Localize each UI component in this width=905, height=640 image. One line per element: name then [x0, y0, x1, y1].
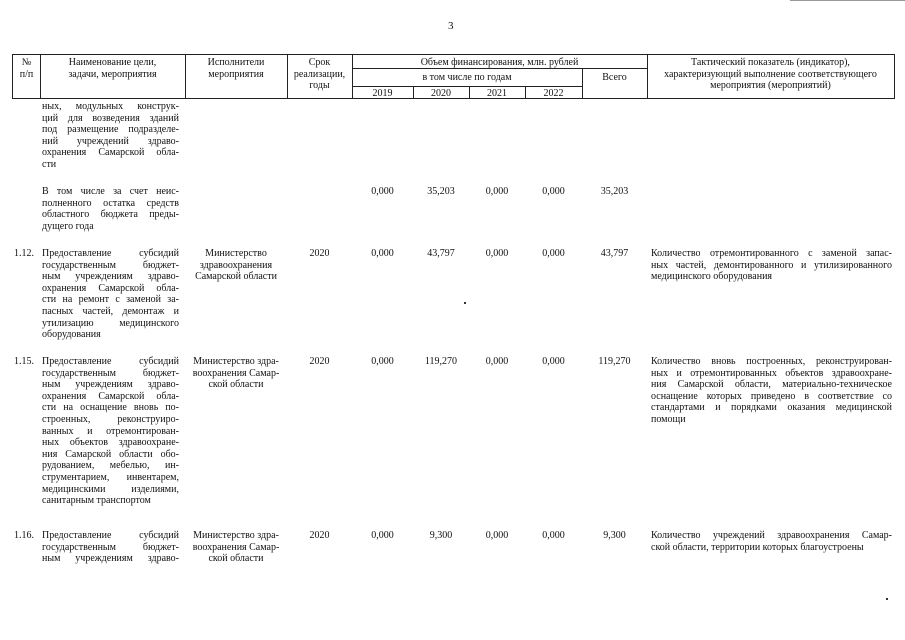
indicator-line: помощи	[651, 413, 686, 425]
row-executor	[187, 530, 285, 565]
exec-line: ской области	[208, 553, 264, 564]
name-line: Предоставление субсидий	[42, 356, 179, 367]
value-2020: 9,300	[429, 530, 453, 541]
row-indicator	[651, 356, 892, 426]
row-term: 2020	[309, 248, 330, 259]
exec-line: Министерство	[205, 248, 267, 259]
name-line: ванных и отремонтирован-	[42, 425, 179, 437]
header-indicator-line: характеризующий выполнение соответствующего	[664, 68, 877, 80]
indicator-line: Количество отремонтированного с заменой запас-	[651, 248, 892, 259]
name-line: утилизацию медицинского	[42, 317, 179, 329]
header-term-line: реализации,	[293, 68, 346, 80]
exec-line: здравоохранения	[199, 259, 273, 271]
header-divider	[894, 54, 895, 99]
value-2021: 0,000	[485, 186, 509, 197]
value-2021: 0,000	[485, 248, 509, 259]
name-line: струментарием, инвентарем,	[42, 471, 179, 483]
header-year-2019: 2019	[372, 88, 393, 99]
exec-line: воохранения Самар-	[192, 367, 280, 379]
header-num	[12, 57, 41, 80]
value-2020: 35,203	[427, 186, 455, 197]
name-line: охранения Самарской обла-	[42, 282, 179, 294]
name-line: государственным бюджет-	[42, 541, 179, 553]
name-line: государственным бюджет-	[42, 367, 179, 379]
name-line: В том числе за счет неис-	[42, 186, 179, 197]
value-2019: 0,000	[371, 248, 394, 259]
name-line: Предоставление субсидий	[42, 530, 179, 541]
name-line: ния Самарской области обо-	[42, 448, 179, 460]
header-name	[40, 57, 185, 80]
name-line: ным учреждениям здраво-	[42, 271, 179, 283]
header-top-border	[12, 54, 894, 55]
name-line: пасных частей, демонтаж и	[42, 305, 179, 317]
value-2022: 0,000	[542, 530, 565, 541]
header-name-line: Наименование цели,	[68, 57, 157, 68]
indicator-line: Количество учреждений здравоохранения Самар-	[651, 530, 892, 541]
row-executor	[187, 248, 285, 283]
row-term: 2020	[309, 356, 330, 367]
value-2020: 119,270	[424, 356, 458, 367]
name-line: ным учреждениям здраво-	[42, 553, 179, 565]
row-name	[42, 356, 179, 507]
name-line: охранения Самарской обла-	[42, 390, 179, 402]
value-2022: 0,000	[542, 248, 565, 259]
name-line: рудованием, мебелью, ин-	[42, 460, 179, 472]
header-year-2021: 2021	[487, 88, 507, 99]
name-line: строенных, реконструиро-	[42, 413, 179, 425]
header-indicator-line: Тактический показатель (индикатор),	[691, 57, 850, 68]
scan-speck	[464, 302, 466, 304]
value-2021: 0,000	[485, 530, 509, 541]
name-line: под размещение подразделе-	[42, 124, 179, 136]
header-funding: Объем финансирования, млн. рублей	[420, 57, 579, 68]
name-line: оборудования	[42, 329, 101, 341]
exec-line: ской области	[208, 379, 264, 390]
row-number: 1.16.	[14, 530, 34, 541]
page-number: 3	[448, 20, 454, 32]
indicator-line: медицинского оборудования	[651, 271, 773, 283]
subtotal-name	[42, 186, 179, 232]
header-year-2020: 2020	[431, 88, 451, 99]
value-2020: 43,797	[427, 248, 455, 259]
value-total: 35,203	[600, 186, 629, 197]
name-line: медицинскими изделиями,	[42, 483, 179, 495]
name-line: охранения Самарской обла-	[42, 147, 179, 159]
name-line: государственным бюджет-	[42, 259, 179, 271]
value-total: 119,270	[598, 356, 631, 367]
value-2022: 0,000	[542, 186, 565, 197]
row-term: 2020	[309, 530, 330, 541]
header-num-line: п/п	[19, 68, 34, 80]
exec-line: Министерство здра-	[193, 356, 279, 367]
row-indicator	[651, 248, 892, 283]
value-2019: 0,000	[371, 186, 394, 197]
header-year-2022: 2022	[543, 88, 564, 99]
value-2019: 0,000	[371, 356, 394, 367]
name-line: областного бюджета преды-	[42, 209, 179, 221]
value-2022: 0,000	[542, 356, 565, 367]
header-indicator-line: мероприятия (мероприятий)	[710, 80, 831, 91]
name-line: полненного остатка средств	[42, 197, 179, 209]
value-2019: 0,000	[371, 530, 394, 541]
exec-line: воохранения Самар-	[192, 541, 280, 553]
row-indicator	[651, 530, 892, 553]
years-subheader-line	[352, 86, 582, 87]
header-executors	[185, 57, 287, 80]
header-by-year: в том числе по годам	[422, 72, 512, 83]
header-num-line: №	[21, 57, 32, 68]
row-number: 1.12.	[14, 248, 34, 259]
header-exec-line: мероприятия	[208, 68, 264, 80]
value-total: 43,797	[600, 248, 629, 259]
value-2021: 0,000	[485, 356, 509, 367]
header-total: Всего	[602, 72, 627, 83]
continuation-name	[42, 101, 179, 171]
name-line: Предоставление субсидий	[42, 248, 179, 259]
exec-line: Самарской области	[195, 271, 277, 282]
indicator-line: стандартами и порядками оказания медицинской	[651, 402, 892, 414]
indicator-line: оснащение которых приведено в соответствие со	[651, 390, 892, 402]
indicator-line: ных и отремонтированных объектов здравоохране-	[651, 367, 892, 379]
name-line: сти на ремонт с заменой за-	[42, 294, 179, 306]
top-edge-line	[790, 0, 905, 1]
row-number: 1.15.	[14, 356, 34, 367]
name-line: ных, модульных конструк-	[42, 101, 179, 112]
value-total: 9,300	[603, 530, 626, 541]
name-line: дущего года	[42, 220, 94, 232]
name-line: сти	[42, 158, 57, 170]
row-name	[42, 530, 179, 565]
exec-line: Министерство здра-	[193, 530, 279, 541]
name-line: ний учреждений здраво-	[42, 135, 179, 147]
header-name-line: задачи, мероприятия	[68, 68, 157, 80]
name-line: сти на оснащение вновь по-	[42, 402, 179, 414]
name-line: ных объектов здравоохране-	[42, 437, 179, 449]
name-line: санитарным транспортом	[42, 495, 151, 507]
header-term-line: Срок	[308, 57, 331, 68]
name-line: ций для возведения зданий	[42, 112, 179, 124]
indicator-line: ской области, территории которых благоустроены	[651, 541, 864, 553]
indicator-line: Количество вновь построенных, реконструирован-	[651, 356, 892, 367]
name-line: ным учреждениям здраво-	[42, 379, 179, 391]
indicator-line: ния Самарской области, материально-техническое	[651, 379, 892, 391]
header-indicator	[647, 57, 894, 92]
indicator-line: ных частей, демонтированного и утилизированного	[651, 259, 892, 271]
scan-speck	[886, 598, 888, 600]
header-exec-line: Исполнители	[207, 57, 265, 68]
row-executor	[187, 356, 285, 391]
header-term	[287, 57, 352, 92]
row-name	[42, 248, 179, 341]
header-term-line: годы	[309, 80, 330, 91]
